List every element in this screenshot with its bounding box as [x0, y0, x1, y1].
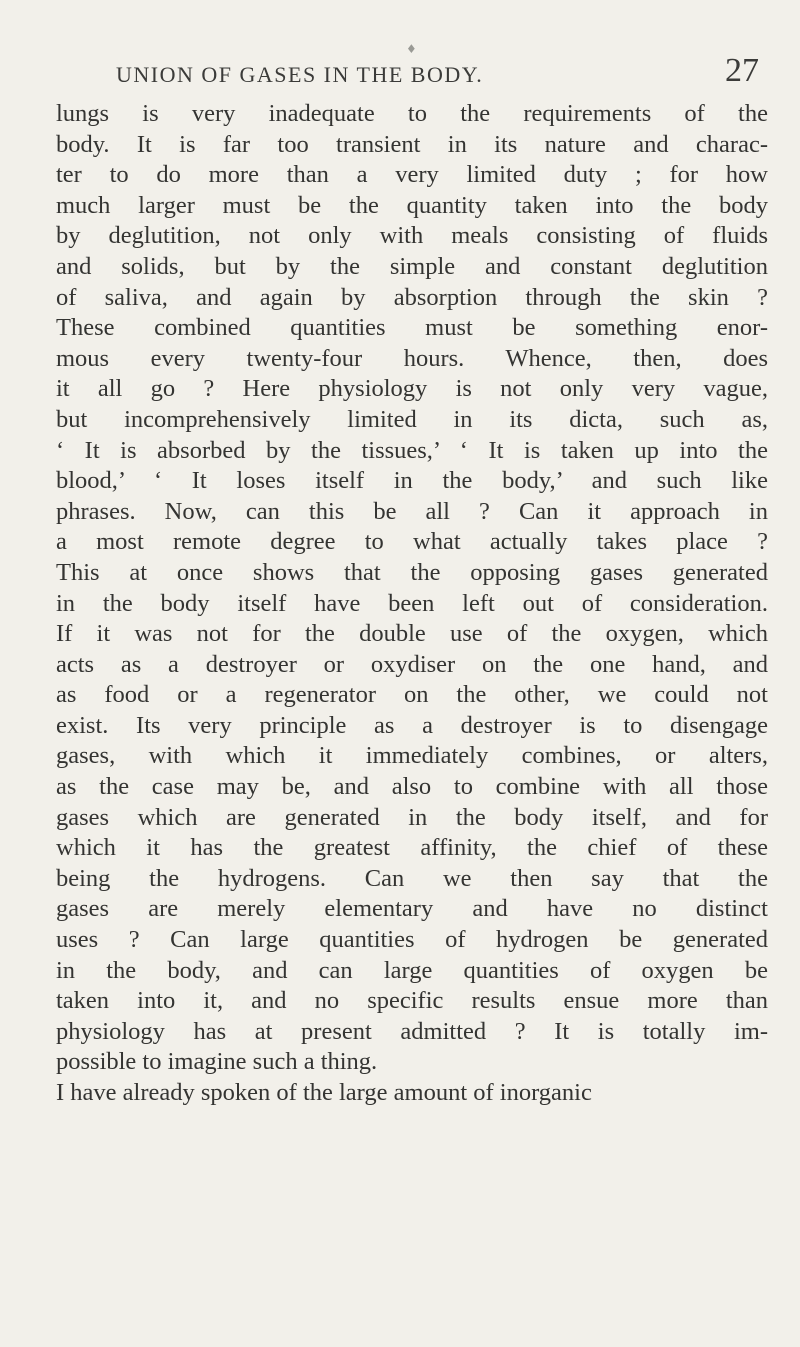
- body-text: [56, 99, 768, 1109]
- running-head: [0, 42, 800, 98]
- text-line: of saliva, and again by absorption through the skin ?: [56, 283, 768, 311]
- text-line: possible to imagine such a thing.: [56, 1048, 378, 1076]
- page-number: 27: [725, 52, 759, 89]
- text-line: much larger must be the quantity taken into the body: [56, 191, 768, 219]
- text-line: gases are merely elementary and have no distinct: [56, 895, 768, 923]
- text-line: uses ? Can large quantities of hydrogen be generated: [56, 926, 768, 954]
- text-line: exist. Its very principle as a destroyer is to disengage: [56, 711, 768, 739]
- ornament-dot: ♦: [406, 42, 417, 56]
- text-line: which it has the greatest affinity, the chief of these: [56, 834, 768, 862]
- text-line: as the case may be, and also to combine with all those: [56, 773, 768, 801]
- running-title: UNION OF GASES IN THE BODY.: [116, 62, 484, 87]
- text-line: as food or a regenerator on the other, we could not: [56, 681, 768, 709]
- text-line: by deglutition, not only with meals consisting of fluids: [56, 222, 768, 250]
- text-line: it all go ? Here physiology is not only very vague,: [56, 375, 768, 403]
- text-line: gases which are generated in the body itself, and for: [56, 803, 768, 831]
- text-line: ter to do more than a very limited duty ; for how: [56, 161, 768, 189]
- text-line: physiology has at present admitted ? It is totally im-: [56, 1017, 768, 1045]
- text-line: in the body itself have been left out of consideration.: [56, 589, 768, 617]
- text-line: I have already spoken of the large amount of inorganic: [56, 1079, 592, 1106]
- text-line: These combined quantities must be something enor-: [56, 314, 768, 342]
- text-line: in the body, and can large quantities of oxygen be: [56, 956, 768, 984]
- text-line: but incomprehensively limited in its dicta, such as,: [56, 405, 768, 433]
- text-line: and solids, but by the simple and constant deglutition: [56, 252, 768, 280]
- text-line: ‘ It is absorbed by the tissues,’ ‘ It is taken up into the: [56, 436, 768, 464]
- text-line: mous every twenty-four hours. Whence, then, does: [56, 344, 768, 372]
- text-line: gases, with which it immediately combines, or alters,: [56, 742, 768, 770]
- text-line: blood,’ ‘ It loses itself in the body,’ and such like: [56, 467, 768, 495]
- text-line: If it was not for the double use of the oxygen, which: [56, 620, 768, 648]
- text-line: taken into it, and no specific results ensue more than: [56, 987, 768, 1015]
- text-line: This at once shows that the opposing gases generated: [56, 558, 768, 586]
- text-line: a most remote degree to what actually takes place ?: [56, 528, 768, 556]
- text-line: body. It is far too transient in its nature and charac-: [56, 130, 768, 158]
- text-line: acts as a destroyer or oxydiser on the one hand, and: [56, 650, 768, 678]
- text-line: being the hydrogens. Can we then say that the: [56, 864, 768, 892]
- text-line: phrases. Now, can this be all ? Can it approach in: [56, 497, 768, 525]
- text-line: lungs is very inadequate to the requirements of the: [56, 100, 768, 127]
